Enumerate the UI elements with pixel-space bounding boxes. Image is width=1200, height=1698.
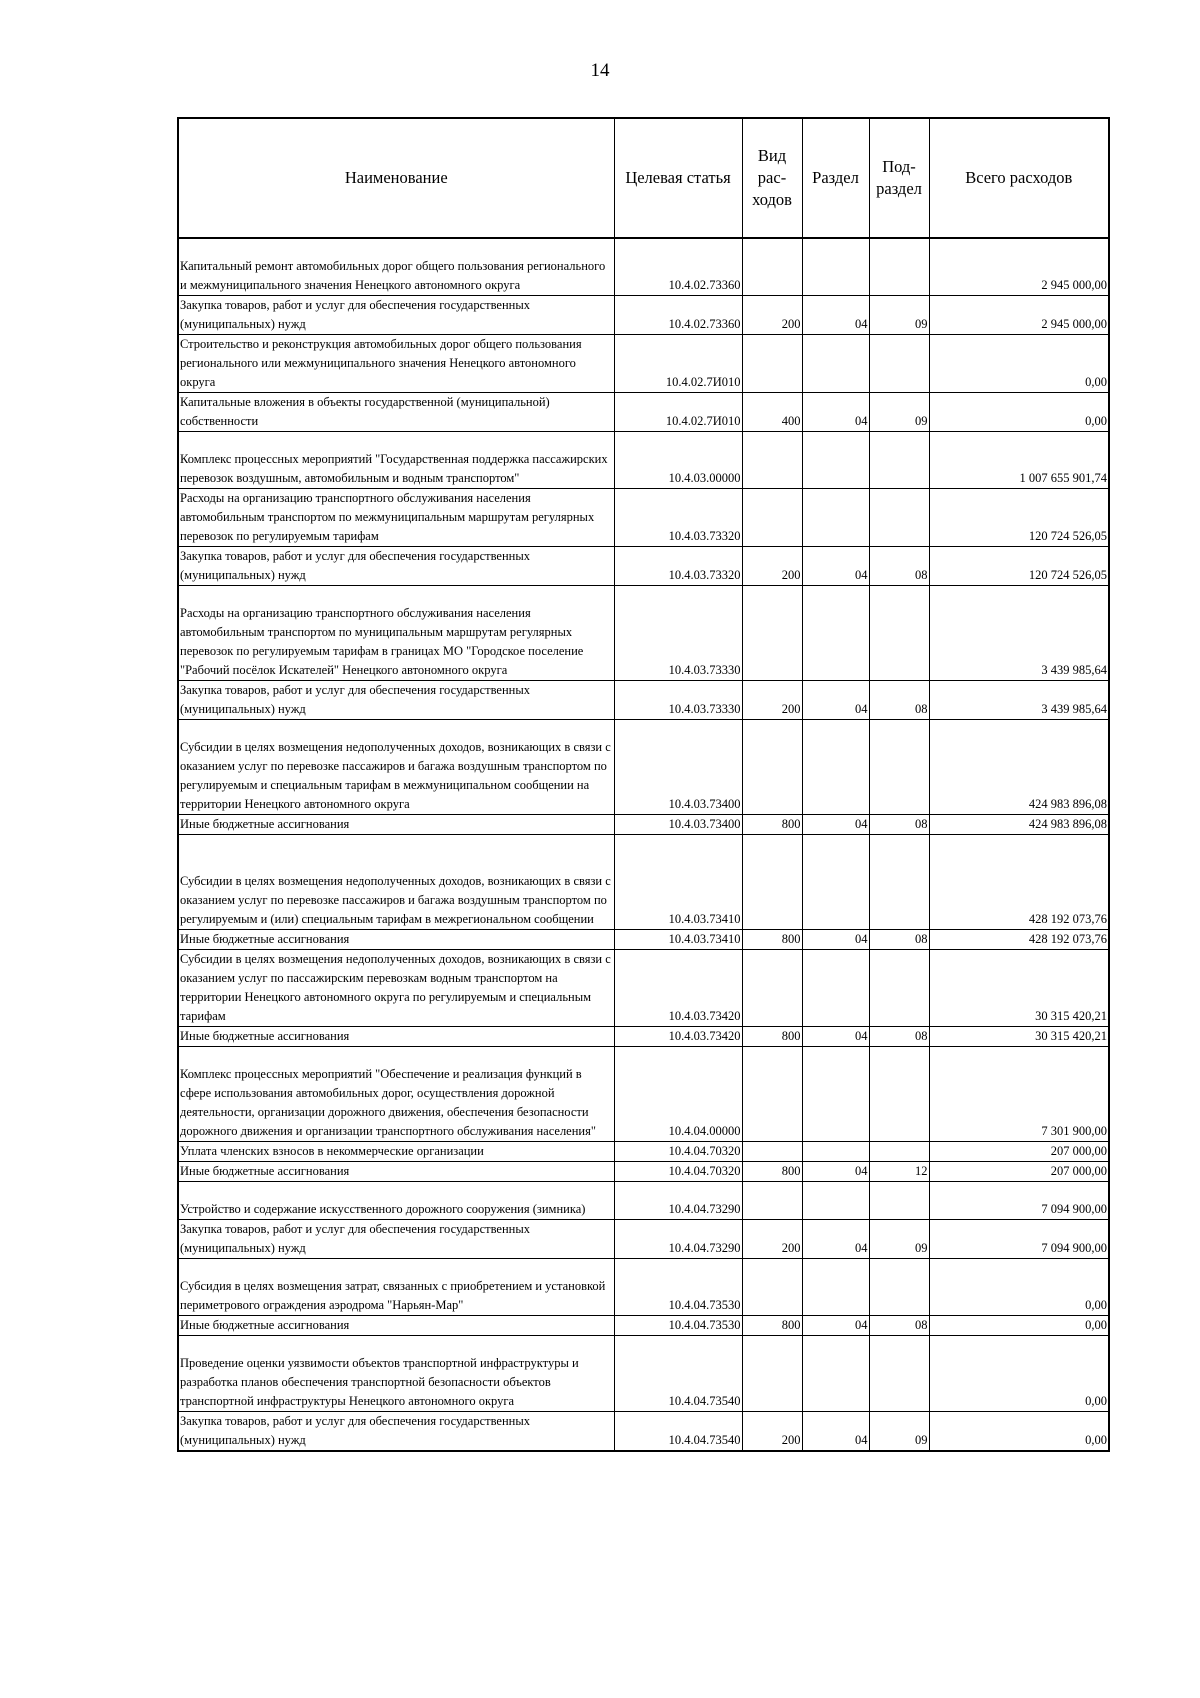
row-section [802, 585, 869, 680]
table-row [178, 1181, 1109, 1219]
row-total: 120 724 526,05 [929, 546, 1109, 585]
row-section [802, 1046, 869, 1141]
table-row [178, 488, 1109, 546]
row-name: Уплата членских взносов в некоммерческие организации [178, 1141, 614, 1161]
row-expense-type: 800 [742, 1315, 802, 1335]
row-expense-type [742, 431, 802, 488]
row-target-article: 10.4.02.73360 [614, 295, 742, 334]
row-subsection [869, 1335, 929, 1411]
row-name: Проведение оценки уязвимости объектов транспортной инфраструктуры и разработка планов обеспечения транспортной безопасности объектов транспортной инфраструктуры Ненецкого автономного округа [178, 1335, 614, 1411]
row-section [802, 431, 869, 488]
row-name: Закупка товаров, работ и услуг для обеспечения государственных (муниципальных) нужд [178, 546, 614, 585]
row-target-article: 10.4.03.73400 [614, 719, 742, 814]
row-subsection [869, 834, 929, 929]
row-expense-type [742, 238, 802, 295]
row-section: 04 [802, 929, 869, 949]
table-row [178, 719, 1109, 814]
row-expense-type: 800 [742, 929, 802, 949]
row-section: 04 [802, 1161, 869, 1181]
row-expense-type [742, 488, 802, 546]
row-total: 3 439 985,64 [929, 585, 1109, 680]
row-total: 7 094 900,00 [929, 1219, 1109, 1258]
row-subsection: 08 [869, 1315, 929, 1335]
row-name: Капитальные вложения в объекты государственной (муниципальной) собственности [178, 392, 614, 431]
row-section [802, 488, 869, 546]
row-subsection: 08 [869, 546, 929, 585]
table-body [178, 238, 1109, 1451]
row-target-article: 10.4.02.7И010 [614, 334, 742, 392]
row-expense-type: 800 [742, 1161, 802, 1181]
row-expense-type [742, 585, 802, 680]
table-row [178, 585, 1109, 680]
row-target-article: 10.4.04.70320 [614, 1161, 742, 1181]
table-row [178, 814, 1109, 834]
row-expense-type: 400 [742, 392, 802, 431]
row-subsection [869, 1181, 929, 1219]
row-target-article: 10.4.03.73410 [614, 929, 742, 949]
header-total-expenses: Всего расходов [929, 118, 1109, 238]
row-section: 04 [802, 392, 869, 431]
table-row [178, 334, 1109, 392]
row-target-article: 10.4.03.73400 [614, 814, 742, 834]
header-expense-type: Вид рас- ходов [742, 118, 802, 238]
row-section [802, 719, 869, 814]
row-section [802, 949, 869, 1026]
row-name: Строительство и реконструкция автомобильных дорог общего пользования регионального или межмуниципального значения Ненецкого автономного округа [178, 334, 614, 392]
header-name: Наименование [178, 118, 614, 238]
row-section [802, 334, 869, 392]
row-target-article: 10.4.04.73540 [614, 1411, 742, 1451]
row-total: 0,00 [929, 334, 1109, 392]
row-target-article: 10.4.03.73320 [614, 488, 742, 546]
row-subsection [869, 1258, 929, 1315]
table-row [178, 949, 1109, 1026]
table-row [178, 546, 1109, 585]
row-name: Иные бюджетные ассигнования [178, 814, 614, 834]
row-total: 2 945 000,00 [929, 295, 1109, 334]
row-name: Субсидии в целях возмещения недополученных доходов, возникающих в связи с оказанием услуг по перевозке пассажиров и багажа воздушным транспортом по регулируемым и специальным тарифам в межмуниципальном сообщении на территории Ненецкого автономного округа [178, 719, 614, 814]
row-name: Расходы на организацию транспортного обслуживания населения автомобильным транспортом по муниципальным маршрутам регулярных перевозок по регулируемым тарифам в границах МО "Городское поселение "Рабочий посёлок Искателей" Ненецкого автономного округа [178, 585, 614, 680]
row-target-article: 10.4.04.70320 [614, 1141, 742, 1161]
row-expense-type [742, 834, 802, 929]
row-subsection [869, 238, 929, 295]
header-target-article: Целевая статья [614, 118, 742, 238]
row-subsection [869, 488, 929, 546]
row-target-article: 10.4.03.73330 [614, 585, 742, 680]
budget-table [177, 117, 1110, 1452]
row-section: 04 [802, 1315, 869, 1335]
row-target-article: 10.4.03.73320 [614, 546, 742, 585]
row-subsection [869, 1141, 929, 1161]
row-name: Иные бюджетные ассигнования [178, 1161, 614, 1181]
row-name: Иные бюджетные ассигнования [178, 1315, 614, 1335]
table-row [178, 929, 1109, 949]
row-section [802, 1335, 869, 1411]
row-target-article: 10.4.03.73410 [614, 834, 742, 929]
row-section [802, 834, 869, 929]
row-target-article: 10.4.04.00000 [614, 1046, 742, 1141]
row-section [802, 1258, 869, 1315]
row-total: 428 192 073,76 [929, 929, 1109, 949]
page-number: 14 [590, 60, 610, 81]
row-name: Комплекс процессных мероприятий "Государственная поддержка пассажирских перевозок воздушным, автомобильным и водным транспортом" [178, 431, 614, 488]
row-section: 04 [802, 1026, 869, 1046]
row-section: 04 [802, 1411, 869, 1451]
row-subsection: 09 [869, 1219, 929, 1258]
row-subsection: 08 [869, 814, 929, 834]
header-section: Раздел [802, 118, 869, 238]
row-total: 0,00 [929, 1411, 1109, 1451]
table-row [178, 834, 1109, 929]
row-target-article: 10.4.04.73290 [614, 1181, 742, 1219]
header-subsection: Под- раздел [869, 118, 929, 238]
row-total: 30 315 420,21 [929, 1026, 1109, 1046]
row-name: Иные бюджетные ассигнования [178, 1026, 614, 1046]
row-target-article: 10.4.03.00000 [614, 431, 742, 488]
row-total: 2 945 000,00 [929, 238, 1109, 295]
row-total: 207 000,00 [929, 1141, 1109, 1161]
row-target-article: 10.4.03.73330 [614, 680, 742, 719]
table-row [178, 1315, 1109, 1335]
table-header-row [178, 118, 1109, 238]
row-total: 0,00 [929, 1315, 1109, 1335]
row-subsection [869, 949, 929, 1026]
row-subsection: 09 [869, 1411, 929, 1451]
row-expense-type: 200 [742, 1219, 802, 1258]
row-target-article: 10.4.04.73540 [614, 1335, 742, 1411]
table-row [178, 1335, 1109, 1411]
row-section: 04 [802, 680, 869, 719]
row-subsection [869, 1046, 929, 1141]
row-subsection [869, 585, 929, 680]
row-subsection: 08 [869, 680, 929, 719]
row-total: 3 439 985,64 [929, 680, 1109, 719]
row-name: Субсидия в целях возмещения затрат, связанных с приобретением и установкой периметрового ограждения аэродрома "Нарьян-Мар" [178, 1258, 614, 1315]
row-total: 428 192 073,76 [929, 834, 1109, 929]
row-expense-type [742, 1141, 802, 1161]
row-subsection [869, 431, 929, 488]
row-section: 04 [802, 546, 869, 585]
row-expense-type: 200 [742, 546, 802, 585]
row-total: 7 301 900,00 [929, 1046, 1109, 1141]
row-total: 207 000,00 [929, 1161, 1109, 1181]
row-name: Закупка товаров, работ и услуг для обеспечения государственных (муниципальных) нужд [178, 1411, 614, 1451]
row-expense-type: 800 [742, 814, 802, 834]
row-expense-type [742, 1046, 802, 1141]
table-row [178, 392, 1109, 431]
row-total: 30 315 420,21 [929, 949, 1109, 1026]
table-row [178, 680, 1109, 719]
row-expense-type [742, 1258, 802, 1315]
row-subsection [869, 334, 929, 392]
table-row [178, 431, 1109, 488]
row-name: Капитальный ремонт автомобильных дорог общего пользования регионального и межмуниципального значения Ненецкого автономного округа [178, 238, 614, 295]
row-name: Расходы на организацию транспортного обслуживания населения автомобильным транспортом по межмуниципальным маршрутам регулярных перевозок по регулируемым тарифам [178, 488, 614, 546]
row-subsection: 08 [869, 1026, 929, 1046]
row-target-article: 10.4.04.73530 [614, 1315, 742, 1335]
table-row [178, 1411, 1109, 1451]
row-expense-type [742, 1181, 802, 1219]
row-subsection: 12 [869, 1161, 929, 1181]
row-section: 04 [802, 814, 869, 834]
row-section [802, 1181, 869, 1219]
row-subsection: 08 [869, 929, 929, 949]
row-name: Закупка товаров, работ и услуг для обеспечения государственных (муниципальных) нужд [178, 295, 614, 334]
row-target-article: 10.4.02.7И010 [614, 392, 742, 431]
row-total: 120 724 526,05 [929, 488, 1109, 546]
row-total: 424 983 896,08 [929, 719, 1109, 814]
row-expense-type [742, 949, 802, 1026]
row-subsection [869, 719, 929, 814]
row-name: Иные бюджетные ассигнования [178, 929, 614, 949]
row-target-article: 10.4.02.73360 [614, 238, 742, 295]
row-expense-type [742, 1335, 802, 1411]
row-total: 0,00 [929, 392, 1109, 431]
row-expense-type [742, 719, 802, 814]
row-name: Закупка товаров, работ и услуг для обеспечения государственных (муниципальных) нужд [178, 680, 614, 719]
row-name: Устройство и содержание искусственного дорожного сооружения (зимника) [178, 1181, 614, 1219]
row-target-article: 10.4.04.73530 [614, 1258, 742, 1315]
table-row [178, 1219, 1109, 1258]
row-total: 1 007 655 901,74 [929, 431, 1109, 488]
table-row [178, 238, 1109, 295]
table-row [178, 1026, 1109, 1046]
table-row [178, 1046, 1109, 1141]
row-total: 0,00 [929, 1335, 1109, 1411]
row-expense-type: 200 [742, 1411, 802, 1451]
row-name: Закупка товаров, работ и услуг для обеспечения государственных (муниципальных) нужд [178, 1219, 614, 1258]
row-expense-type [742, 334, 802, 392]
row-target-article: 10.4.03.73420 [614, 1026, 742, 1046]
row-name: Субсидии в целях возмещения недополученных доходов, возникающих в связи с оказанием услуг по перевозке пассажиров и багажа воздушным транспортом по регулируемым и (или) специальным тарифам в межрегиональном сообщении [178, 834, 614, 929]
row-total: 0,00 [929, 1258, 1109, 1315]
row-expense-type: 200 [742, 680, 802, 719]
table-row [178, 1161, 1109, 1181]
row-expense-type: 800 [742, 1026, 802, 1046]
row-total: 7 094 900,00 [929, 1181, 1109, 1219]
row-target-article: 10.4.04.73290 [614, 1219, 742, 1258]
row-section [802, 1141, 869, 1161]
row-target-article: 10.4.03.73420 [614, 949, 742, 1026]
row-name: Комплекс процессных мероприятий "Обеспечение и реализация функций в сфере использования автомобильных дорог, осуществления дорожной деятельности, организации дорожного движения, обеспечения безопасности дорожного движения и организации транспортного обслуживания населения" [178, 1046, 614, 1141]
row-section [802, 238, 869, 295]
table-row [178, 1141, 1109, 1161]
row-name: Субсидии в целях возмещения недополученных доходов, возникающих в связи с оказанием услуг по пассажирским перевозкам водным транспортом на территории Ненецкого автономного округа по регулируемым и специальным тарифам [178, 949, 614, 1026]
row-subsection: 09 [869, 392, 929, 431]
row-expense-type: 200 [742, 295, 802, 334]
row-total: 424 983 896,08 [929, 814, 1109, 834]
table-row [178, 295, 1109, 334]
row-subsection: 09 [869, 295, 929, 334]
table-row [178, 1258, 1109, 1315]
row-section: 04 [802, 1219, 869, 1258]
row-section: 04 [802, 295, 869, 334]
